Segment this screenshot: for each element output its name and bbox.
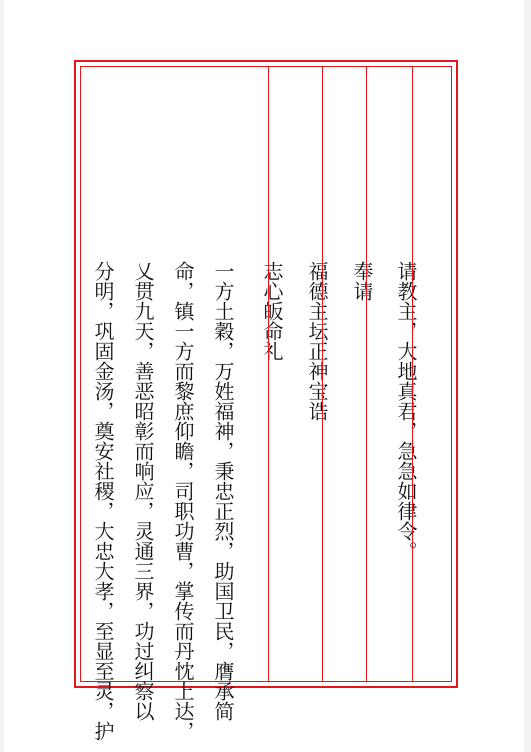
column-text: 分明，巩固金汤，奠安社稷，大忠大孝，至显至灵，护 [91, 261, 115, 741]
column-divider [322, 67, 323, 681]
text-column-7 [131, 67, 182, 721]
column-text: 命，镇一方而黎庶仰瞻，司职功曹，掌传而丹忱上达， [171, 261, 195, 741]
column-text: 请教主，大地真君，急急如律令。 [394, 261, 418, 561]
text-column-3 [305, 67, 356, 681]
column-text: 志心皈命礼 [260, 261, 284, 361]
text-column-6 [171, 67, 222, 741]
text-column-8 [91, 67, 142, 741]
column-text: 奉请 [350, 261, 374, 301]
scripture-frame [74, 60, 458, 741]
text-column-2 [350, 67, 401, 681]
column-divider [268, 67, 269, 681]
column-divider [412, 67, 413, 681]
column-text: 一方土穀，万姓福神，秉忠正烈，助国卫民，膺承简 [211, 261, 235, 721]
document-page [4, 0, 524, 752]
column-divider [366, 67, 367, 681]
column-text: 乂贯九天，善恶昭彰而响应，灵通三界，功过纠察以 [131, 261, 155, 721]
column-text: 福德主坛正神宝诰 [305, 261, 329, 421]
text-column-4 [260, 67, 311, 681]
text-column-5 [211, 67, 262, 721]
scripture-inner-frame [80, 66, 452, 741]
text-column-1 [394, 67, 445, 681]
